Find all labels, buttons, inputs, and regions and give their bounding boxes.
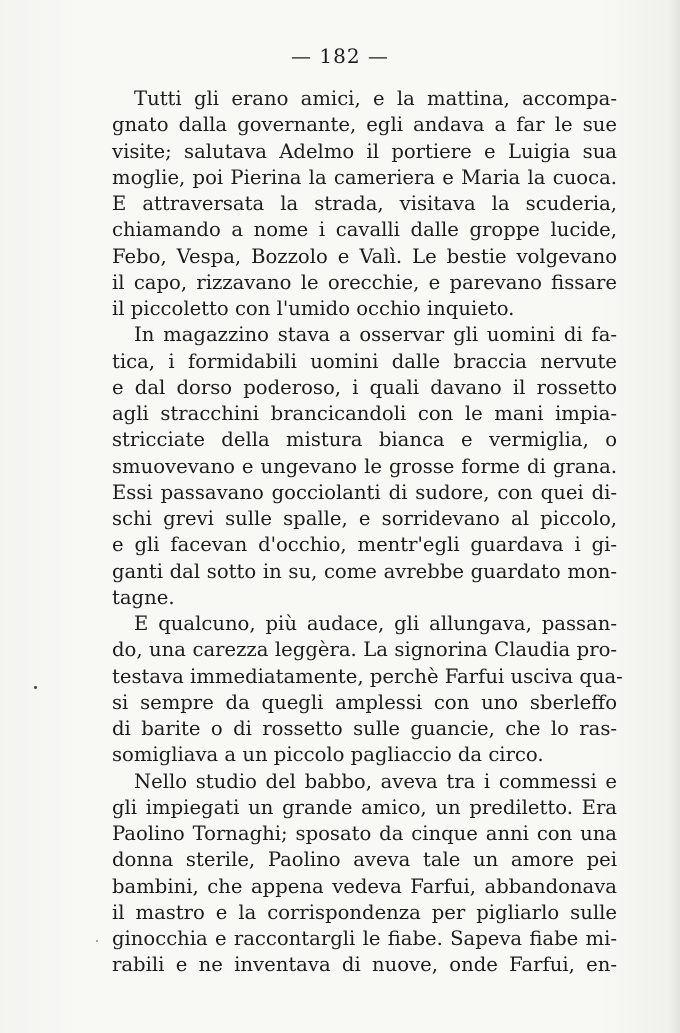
- text-line: il capo, rizzavano le orecchie, e parevano fissare: [112, 270, 617, 294]
- text-line: Paolino Tornaghi; sposato da cinque anni con una: [112, 822, 617, 845]
- text-line: gnato dalla governante, egli andava a far le sue: [112, 113, 617, 137]
- text-line: In magazzino stava a osservar gli uomini di fa-: [134, 323, 617, 347]
- text-line: Essi passavano gocciolanti di sudore, con quei di-: [112, 480, 617, 504]
- page-number: — 182 —: [291, 44, 389, 68]
- text-line: gli impiegati un grande amico, un prediletto. Era: [112, 795, 617, 819]
- text-line: rabili e ne inventava di nuove, onde Farfui, en-: [112, 953, 617, 977]
- text-line: Nello studio del babbo, aveva tra i commessi e: [134, 769, 617, 793]
- text-line: E attraversata la strada, visitava la scuderia,: [112, 192, 617, 215]
- text-line: chiamando a nome i cavalli dalle groppe lucide,: [112, 218, 617, 242]
- text-line: E qualcuno, più audace, gli allungava, passan-: [134, 612, 617, 635]
- text-line: tagne.: [112, 585, 175, 609]
- text-line: testava immediatamente, perchè Farfui usciva qua-: [112, 664, 623, 688]
- text-line: stricciate della mistura bianca e vermiglia, o: [112, 428, 617, 452]
- text-line: bambini, che appena vedeva Farfui, abbandonava: [112, 874, 617, 898]
- text-line: e gli facevan d'occhio, mentr'egli guardava i gi-: [112, 533, 617, 557]
- text-line: visite; salutava Adelmo il portiere e Luigia sua: [112, 139, 617, 163]
- text-line: schi grevi sulle spalle, e sorridevano al piccolo,: [112, 507, 617, 530]
- text-line: si sempre da quegli amplessi con uno sberleffo: [112, 690, 617, 714]
- text-line: somigliava a un piccolo pagliaccio da circo.: [112, 743, 544, 767]
- text-line: il piccoletto con l'umido occhio inquieto.: [112, 297, 515, 320]
- text-line: ganti dal sotto in su, come avrebbe guardato mon-: [112, 559, 617, 583]
- text-line: Tutti gli erano amici, e la mattina, accompa-: [134, 87, 617, 110]
- text-line: donna sterile, Paolino aveva tale un amore pei: [112, 848, 617, 872]
- text-line: Febo, Vespa, Bozzolo e Valì. Le bestie volgevano: [112, 244, 617, 268]
- text-line: tica, i formidabili uomini dalle braccia nervute: [112, 349, 617, 373]
- text-line: il mastro e la corrispondenza per pigliarlo sulle: [112, 900, 617, 924]
- text-line: do, una carezza leggèra. La signorina Claudia pro-: [112, 638, 617, 662]
- text-line: e dal dorso poderoso, i quali davano il rossetto: [112, 375, 617, 399]
- print-speck: [34, 686, 37, 689]
- text-line: di barite o di rossetto sulle guancie, che lo ras-: [112, 717, 617, 740]
- body-text: [112, 86, 623, 979]
- text-line: smuovevano e ungevano le grosse forme di grana.: [112, 454, 617, 478]
- text-line: moglie, poi Pierina la cameriera e Maria la cuoca.: [112, 165, 617, 189]
- page-edge-shadow: [670, 0, 680, 1033]
- text-line: ginocchia e raccontargli le fiabe. Sapeva fiabe mi-: [112, 927, 617, 950]
- print-speck: [96, 940, 98, 942]
- text-line: agli stracchini brancicandoli con le mani impia-: [112, 402, 617, 425]
